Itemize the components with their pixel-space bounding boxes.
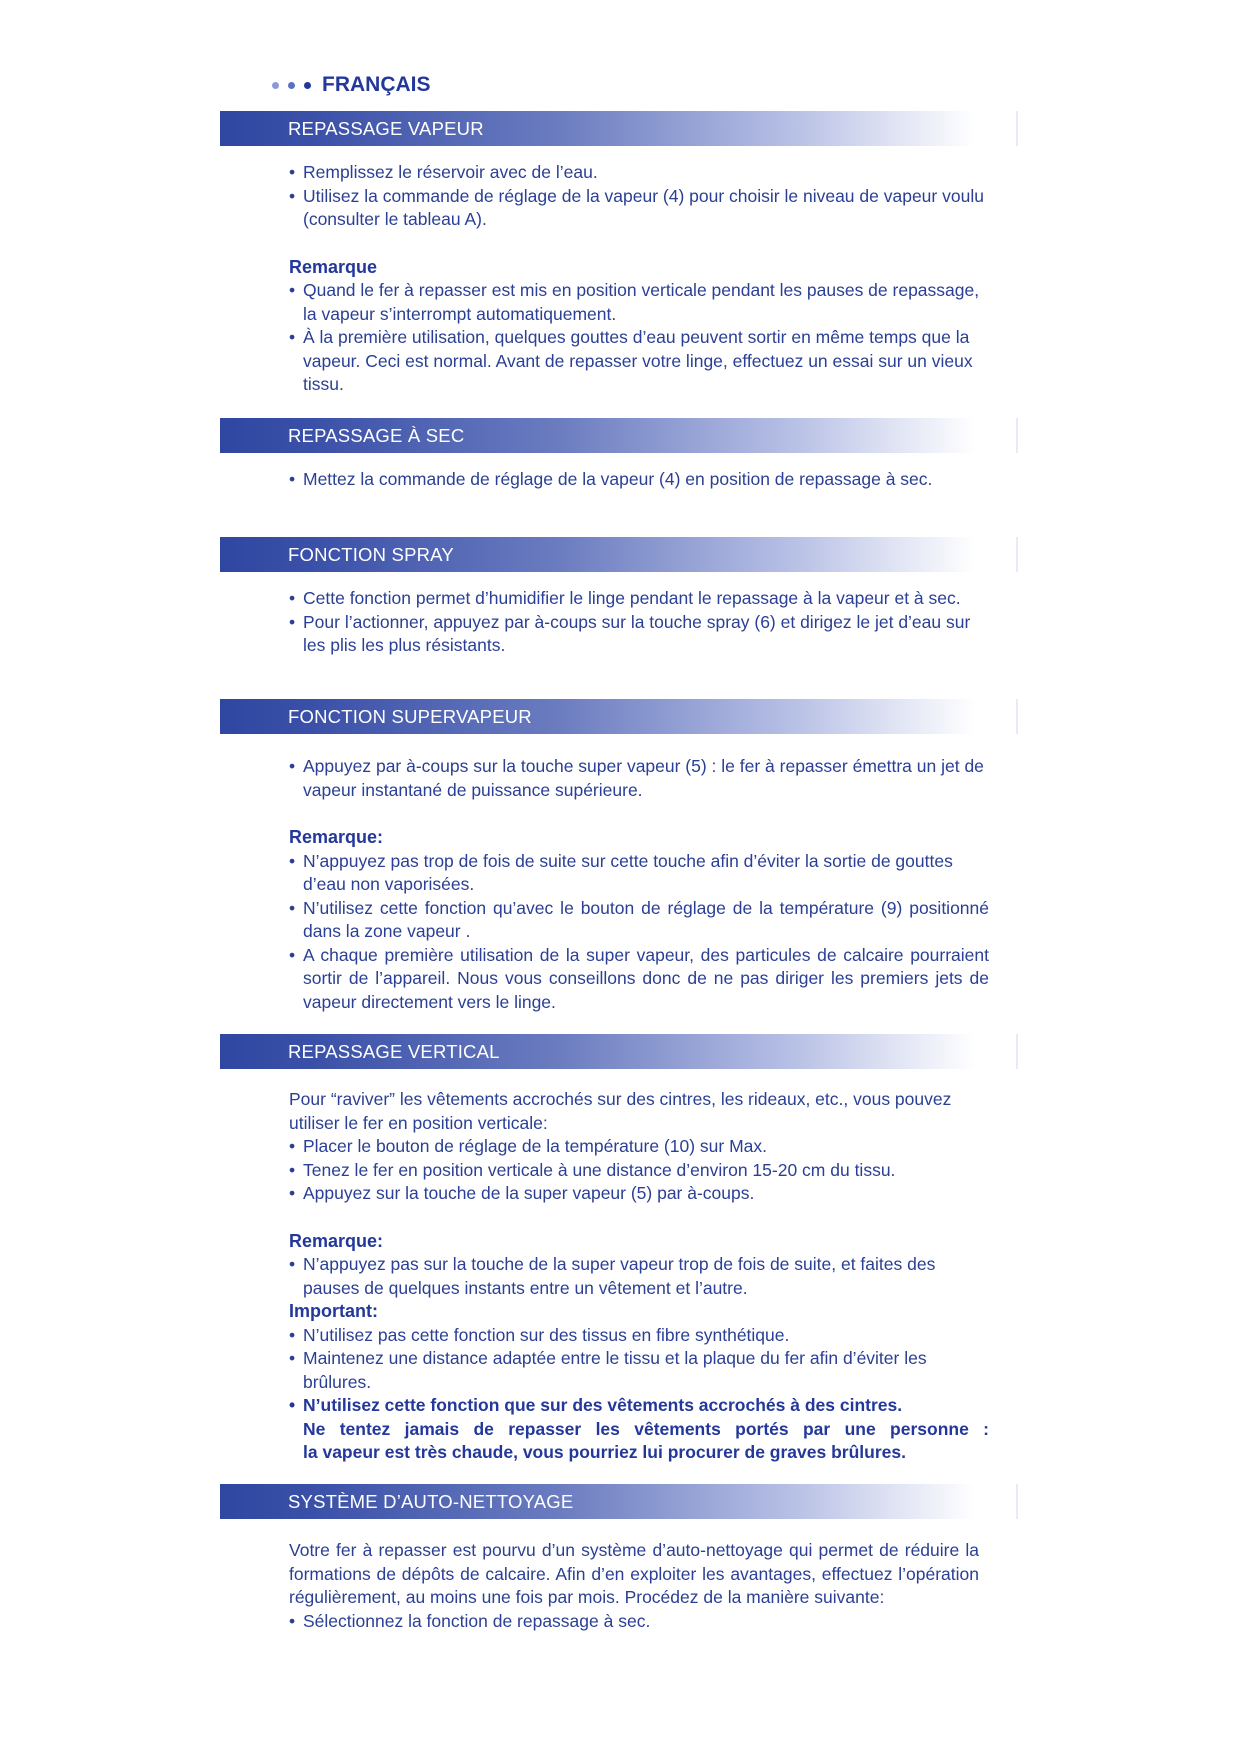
list-item: • N’utilisez cette fonction qu’avec le bouton de réglage de la température (9) positionné dans la zone vapeur . <box>289 897 989 944</box>
warning-item <box>289 1394 989 1465</box>
divider <box>1016 537 1018 572</box>
list-item: • Appuyez sur la touche de la super vapeur (5) par à-coups. <box>289 1182 989 1206</box>
list-item: • N’appuyez pas sur la touche de la super vapeur trop de fois de suite, et faites des pauses de quelques instants entre un vêtement et l’autre. <box>289 1253 989 1300</box>
list-item: • A chaque première utilisation de la super vapeur, des particules de calcaire pourraient sortir de l’appareil. Nous vous conseillons donc de ne pas diriger les premiers jets de vapeur directement vers le linge. <box>289 944 989 1015</box>
list-item: • Placer le bouton de réglage de la température (10) sur Max. <box>289 1135 989 1159</box>
list-item: • Appuyez par à-coups sur la touche super vapeur (5) : le fer à repasser émettra un jet de vapeur instantané de puissance supérieure. <box>289 755 989 802</box>
divider <box>1016 1484 1018 1519</box>
bullet-dot-icon <box>304 82 311 89</box>
section-body-supervapeur <box>289 755 989 1014</box>
list-item: • Sélectionnez la fonction de repassage à sec. <box>289 1610 979 1634</box>
list-item: • Maintenez une distance adaptée entre le tissu et la plaque du fer afin d’éviter les brûlures. <box>289 1347 989 1394</box>
divider <box>1016 1034 1018 1069</box>
section-bar-vapeur <box>220 111 975 146</box>
bullet-dot-icon <box>272 82 279 89</box>
note-heading: Remarque: <box>289 1230 384 1251</box>
warning-line: Ne tentez jamais de repasser les vêtements portés par une personne : <box>303 1418 989 1439</box>
list-item: • Tenez le fer en position verticale à une distance d’environ 15-20 cm du tissu. <box>289 1159 989 1183</box>
section-body-autonettoyage <box>289 1539 979 1633</box>
intro-paragraph: Votre fer à repasser est pourvu d’un système d’auto-nettoyage qui permet de réduire la formations de dépôts de calcaire. Afin d’en exploiter les avantages, effectuez l’opération régulièrement, au moins une fois par mois. Procédez de la manière suivante: <box>289 1540 979 1607</box>
warning-line: • N’utilisez cette fonction que sur des vêtements accrochés à des cintres. <box>303 1395 903 1415</box>
list-item: • N’appuyez pas trop de fois de suite sur cette touche afin d’éviter la sortie de gouttes d’eau non vaporisées. <box>289 850 989 897</box>
section-title: SYSTÈME D’AUTO-NETTOYAGE <box>288 1491 574 1512</box>
section-title: FONCTION SPRAY <box>288 544 454 565</box>
bullet-dot-icon <box>288 82 295 89</box>
list-item: • Mettez la commande de réglage de la vapeur (4) en position de repassage à sec. <box>289 468 969 492</box>
list-item: • Quand le fer à repasser est mis en position verticale pendant les pauses de repassage, la vapeur s’interrompt automatiquement. <box>289 279 989 326</box>
list-item: • Remplissez le réservoir avec de l’eau. <box>289 161 989 185</box>
intro-paragraph: Pour “raviver” les vêtements accrochés sur des cintres, les rideaux, etc., vous pouvez utiliser le fer en position verticale: <box>289 1089 952 1133</box>
section-bar-vertical <box>220 1034 975 1069</box>
list-item: • Utilisez la commande de réglage de la vapeur (4) pour choisir le niveau de vapeur voulu (consulter le tableau A). <box>289 185 989 232</box>
important-heading: Important: <box>289 1301 378 1321</box>
section-bar-autonettoyage <box>220 1484 975 1519</box>
divider <box>1016 111 1018 146</box>
list-item: • À la première utilisation, quelques gouttes d’eau peuvent sortir en même temps que la vapeur. Ceci est normal. Avant de repasser votre linge, effectuez un essai sur un vieux tissu. <box>289 326 989 397</box>
section-title: REPASSAGE À SEC <box>288 425 465 446</box>
section-body-vertical <box>289 1088 989 1465</box>
list-item: • N’utilisez pas cette fonction sur des tissus en fibre synthétique. <box>289 1324 989 1348</box>
section-title: FONCTION SUPERVAPEUR <box>288 706 532 727</box>
note-heading: Remarque <box>289 256 378 277</box>
list-item: • Cette fonction permet d’humidifier le linge pendant le repassage à la vapeur et à sec. <box>289 587 989 611</box>
section-bar-spray <box>220 537 975 572</box>
list-item: • Pour l’actionner, appuyez par à-coups sur la touche spray (6) et dirigez le jet d’eau sur les plis les plus résistants. <box>289 611 989 658</box>
section-body-vapeur <box>289 161 989 397</box>
divider <box>1016 418 1018 453</box>
section-title: REPASSAGE VERTICAL <box>288 1041 500 1062</box>
section-bar-sec <box>220 418 975 453</box>
section-body-sec <box>289 468 969 492</box>
section-bar-supervapeur <box>220 699 975 734</box>
section-title: REPASSAGE VAPEUR <box>288 118 484 139</box>
language-title: FRANÇAIS <box>322 73 431 96</box>
warning-line: la vapeur est très chaude, vous pourriez lui procurer de graves brûlures. <box>303 1442 906 1462</box>
language-header <box>272 70 431 100</box>
note-heading: Remarque: <box>289 827 384 847</box>
divider <box>1016 699 1018 734</box>
section-body-spray <box>289 587 989 658</box>
